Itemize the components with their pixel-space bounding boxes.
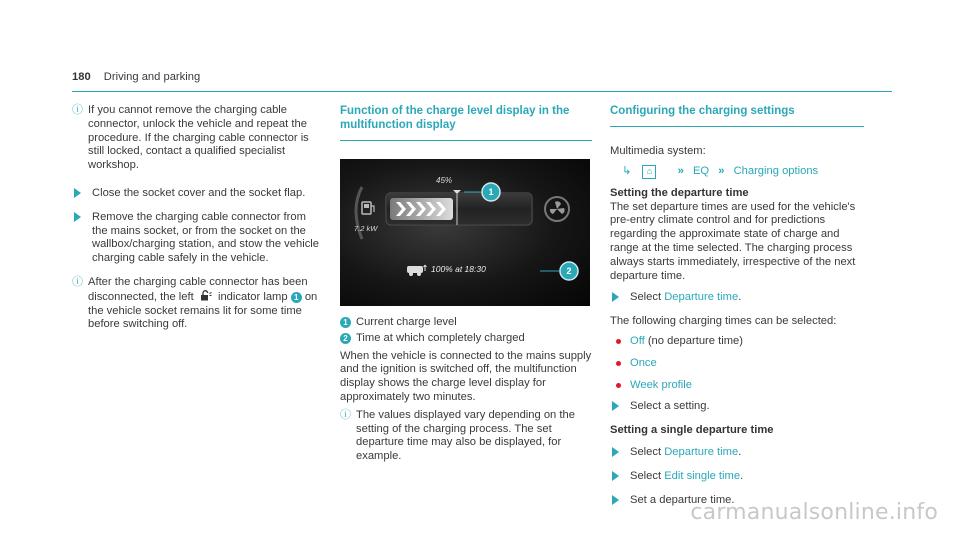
callout-2-number: 2 [566, 266, 572, 276]
step-arrow-icon [74, 188, 81, 198]
subheading-single-departure: Setting a single departure time [610, 424, 774, 437]
instruction-step: Select Departure time. [610, 291, 864, 305]
body-paragraph: The following charging times can be selected: [610, 315, 837, 328]
option-item [610, 357, 864, 371]
options-list [610, 335, 864, 392]
info-icon: ⓘ [72, 275, 83, 288]
instruction-step: Select Edit single time. [610, 470, 864, 484]
vehicle-icon [407, 265, 427, 276]
step-text: Close the socket cover and the socket flap. [92, 186, 306, 199]
instruction-step [610, 400, 864, 414]
callout-1-number: 1 [488, 187, 494, 197]
step-text: Set a departure time. [630, 493, 735, 506]
legend-text: Time at which completely charged [356, 331, 525, 344]
subheading-departure-time: Setting the departure time [610, 186, 749, 199]
section-title: Driving and parking [103, 71, 201, 83]
legend-item [340, 316, 592, 330]
chevron-right-icon: » [677, 164, 684, 177]
body-paragraph: The set departure times are used for the vehicle's pre-entry climate control and for predictions regarding the approximate state of charge and range at the time selected. The charging process always starts immediately, irrespective of the next departure time. [610, 200, 856, 282]
body-paragraph: When the vehicle is connected to the mains supply and the ignition is switched off, the multifunction display shows the charge level display for approximately two minutes. [340, 349, 592, 403]
climate-fan-icon [545, 197, 569, 221]
section-heading: Function of the charge level display in the multifunction display [340, 104, 592, 141]
legend-item [340, 332, 592, 346]
callout-number: 1 [340, 317, 351, 328]
tip-text: on the vehicle socket remains lit for some time before switching off. [88, 290, 318, 331]
step-arrow-icon [74, 212, 81, 222]
tip-text: After the charging cable connector has been disconnected, the left [88, 275, 308, 303]
legend-list [340, 316, 592, 346]
legend-text: Current charge level [356, 316, 457, 328]
charging-station-icon [362, 202, 374, 214]
instruction-step: Select Departure time. [610, 446, 864, 460]
page-header [72, 71, 200, 85]
column-1 [72, 104, 324, 338]
step-arrow-icon [612, 447, 619, 457]
column-2 [340, 104, 592, 470]
breadcrumb [610, 165, 864, 179]
instruction-step [72, 187, 324, 201]
menu-item-departure-time[interactable]: Departure time [664, 291, 739, 304]
header-divider [72, 91, 892, 92]
chevron-right-icon: » [718, 164, 725, 177]
page-number: 180 [72, 71, 91, 83]
step-arrow-icon [612, 495, 619, 505]
column-3 [610, 104, 864, 517]
section-heading: Configuring the charging settings [610, 104, 864, 127]
step-arrow-icon [612, 401, 619, 411]
watermark: carmanualsonline.info [690, 500, 938, 525]
tip-text: The values displayed vary depending on the setting of the charging process. The set departure time may also be displayed, for example. [356, 408, 575, 463]
tip-note [72, 276, 324, 332]
option-link[interactable]: Off [630, 334, 645, 347]
breadcrumb-item-eq[interactable]: EQ [692, 164, 710, 177]
tip-text: indicator lamp [217, 290, 288, 303]
step-arrow-icon [612, 471, 619, 481]
charge-level-display-image [340, 159, 590, 306]
step-text: Remove the charging cable connector from the mains socket, or from the socket on the wallbox/charging station, and stow the vehicle charging cable safely in the vehicle. [92, 210, 319, 265]
bullet-dot-icon [616, 383, 621, 388]
info-icon: ⓘ [72, 104, 83, 116]
instruction-step [72, 211, 324, 266]
charge-percent-label: 45% [436, 176, 453, 185]
tip-note [72, 104, 324, 173]
option-link[interactable]: Week profile [630, 378, 692, 391]
option-item [610, 335, 864, 349]
option-item [610, 379, 864, 393]
option-link[interactable]: Once [630, 356, 657, 369]
tip-note [340, 409, 592, 464]
menu-item-departure-time[interactable]: Departure time [664, 445, 739, 458]
bullet-dot-icon [616, 339, 621, 344]
step-text: Select a setting. [630, 400, 710, 413]
option-description: (no departure time) [647, 334, 743, 347]
callout-number: 1 [291, 292, 302, 303]
breadcrumb-item-charging-options[interactable]: Charging options [733, 164, 819, 177]
charging-power-label: 7.2 kW [354, 224, 378, 233]
menu-item-edit-single-time[interactable]: Edit single time [664, 469, 741, 482]
tip-text: If you cannot remove the charging cable connector, unlock the vehicle and repeat the procedure. If the charging cable connector is still locked, contact a qualified specialist workshop. [88, 104, 309, 172]
charge-complete-time-label: 100% at 18:30 [431, 264, 486, 274]
callout-number: 2 [340, 333, 351, 344]
unlock-indicator-icon [200, 290, 212, 301]
bullet-dot-icon [616, 361, 621, 366]
home-icon: ⌂ [642, 165, 656, 179]
info-icon: ⓘ [340, 408, 351, 421]
return-arrow-icon: ↳ [622, 164, 632, 177]
step-arrow-icon [612, 292, 619, 302]
system-label: Multimedia system: [610, 145, 706, 157]
